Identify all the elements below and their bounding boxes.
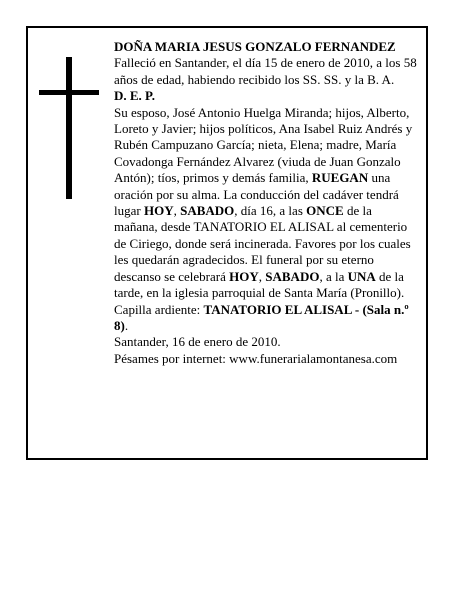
request-text-3: de la mañana, desde TANATORIO EL ALISAL al cementerio de Ciriego, donde será incinerada. Favores por los cuales les quedarán agradecidos. El funeral por su eterno descanso se celebrará	[114, 203, 411, 284]
request-text-5: de la tarde, en la iglesia parroquial de Santa María (Pronillo).	[114, 268, 405, 301]
obituary-notice	[26, 26, 428, 460]
ruegan-word: RUEGAN	[311, 170, 369, 186]
request-text-1: una oración por su alma. La conducción del cadáver tendrá lugar	[114, 170, 399, 219]
chapel-period: .	[124, 317, 129, 333]
request-text-4: , a la	[319, 268, 348, 284]
una-word: UNA	[347, 268, 376, 284]
comma-1: ,	[173, 203, 181, 219]
cross-icon	[39, 57, 99, 199]
comma-2: ,	[258, 268, 266, 284]
request-text-2: , día 16, a las	[234, 203, 307, 219]
sabado-word-2: SABADO	[265, 268, 320, 284]
deceased-name: DOÑA MARIA JESUS GONZALO FERNANDEZ	[114, 39, 396, 54]
chapel-location: TANATORIO EL ALISAL - (Sala n.º 8)	[114, 301, 409, 333]
notice-text	[114, 39, 418, 367]
hoy-word-1: HOY	[143, 203, 174, 219]
family-paragraph	[114, 105, 418, 302]
once-word: ONCE	[306, 203, 344, 219]
chapel-label: Capilla ardiente:	[114, 301, 204, 317]
condolences-line: Pésames por internet: www.funerarialamontanesa.com	[114, 350, 398, 366]
chapel-line	[114, 302, 418, 335]
hoy-word-2: HOY	[229, 268, 259, 284]
family-list: Su esposo, José Antonio Huelga Miranda; hijos, Alberto, Loreto y Javier; hijos políticos, Ana Isabel Ruiz Andrés y Rubén Campuzano García; nieta, Elena; madre, María Covadonga Fernández Alvarez (viuda de Juan Gonzalo Antón); tíos, primos y demás familia,	[114, 104, 413, 186]
cross-horizontal-bar	[39, 90, 99, 95]
date-line: Santander, 16 de enero de 2010.	[114, 334, 281, 350]
dep-line: D. E. P.	[114, 88, 156, 104]
cross-vertical-bar	[66, 57, 72, 199]
sabado-word-1: SABADO	[180, 203, 235, 219]
death-announcement: Falleció en Santander, el día 15 de enero de 2010, a los 58 años de edad, habiendo recibido los SS. SS. y la B. A.	[114, 55, 417, 87]
